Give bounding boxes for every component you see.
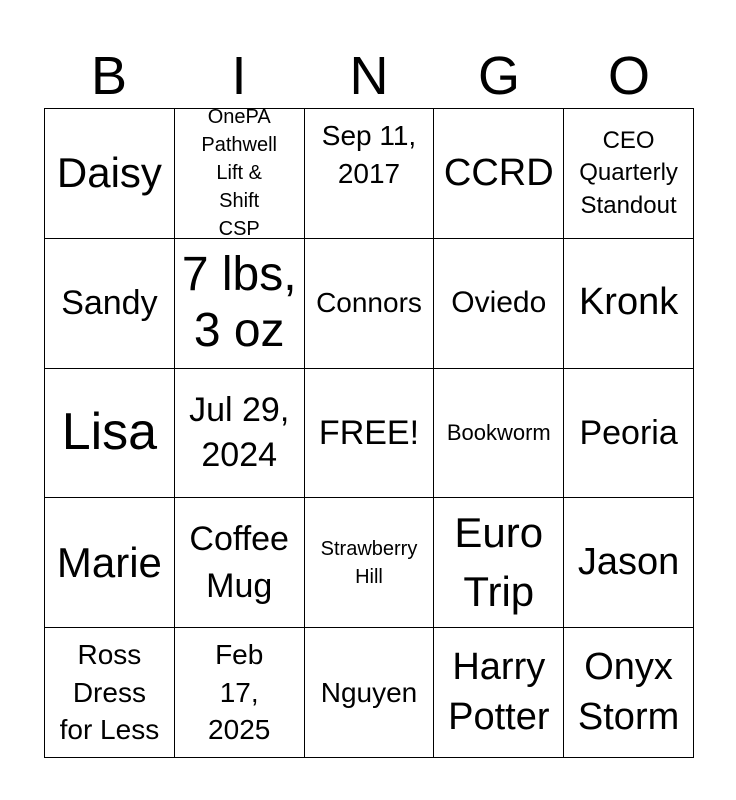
cell-text: Ross Dress for Less (59, 638, 160, 746)
bingo-cell[interactable] (175, 239, 305, 369)
cell-text: Marie (56, 538, 162, 586)
cell-text: Jul 29, 2024 (189, 391, 290, 474)
bingo-grid (44, 108, 694, 758)
cell-text: Onyx Storm (577, 646, 680, 738)
header-letter-b: B (90, 46, 128, 106)
bingo-cell[interactable] (305, 369, 435, 499)
bingo-cell[interactable] (434, 628, 564, 758)
cell-text: Nguyen (320, 676, 418, 708)
cell-text: Sep 11, 2017 (321, 120, 417, 189)
header-letter-g: G (477, 46, 520, 106)
cell-text: CEO Quarterly Standout (579, 126, 678, 219)
bingo-cell[interactable] (45, 498, 175, 628)
bingo-cell[interactable] (434, 109, 564, 239)
bingo-cell[interactable] (434, 498, 564, 628)
bingo-cell[interactable] (305, 239, 435, 369)
bingo-cell[interactable] (564, 109, 694, 239)
bingo-cell[interactable] (175, 628, 305, 758)
cell-text: Peoria (579, 413, 678, 452)
cell-text: Sandy (61, 283, 158, 322)
cell-text: Harry Potter (448, 646, 550, 738)
bingo-cell[interactable] (434, 239, 564, 369)
cell-text: Feb 17, 2025 (208, 638, 271, 746)
cell-text: Kronk (578, 281, 679, 324)
cell-text: Coffee Mug (189, 519, 289, 605)
cell-text: Connors (316, 287, 422, 319)
cell-text: Daisy (56, 149, 162, 197)
bingo-cell[interactable] (175, 498, 305, 628)
bingo-cell[interactable] (175, 109, 305, 239)
bingo-cell[interactable] (564, 628, 694, 758)
bingo-cell[interactable] (45, 239, 175, 369)
bingo-cell[interactable] (305, 109, 435, 239)
bingo-header (44, 44, 694, 108)
cell-text: Bookworm (446, 419, 551, 445)
bingo-cell[interactable] (564, 369, 694, 499)
cell-text: FREE! (318, 413, 420, 452)
cell-text: OnePA Pathwell Lift & Shift CSP (201, 109, 277, 239)
bingo-cell[interactable] (434, 369, 564, 499)
bingo-cell[interactable] (45, 369, 175, 499)
header-letter-o: O (607, 46, 650, 106)
cell-text: 7 lbs, 3 oz (181, 247, 297, 358)
header-letter-i: I (231, 46, 247, 106)
header-letter-n: N (349, 46, 389, 106)
cell-text: Jason (577, 540, 680, 583)
bingo-cell[interactable] (564, 498, 694, 628)
cell-text: CCRD (443, 151, 554, 194)
cell-text: Oviedo (451, 286, 547, 320)
bingo-cell[interactable] (305, 628, 435, 758)
cell-text: Strawberry Hill (320, 537, 418, 588)
bingo-cell[interactable] (45, 109, 175, 239)
bingo-cell[interactable] (564, 239, 694, 369)
cell-text: Euro Trip (454, 508, 544, 615)
cell-text: Lisa (61, 403, 158, 462)
bingo-cell[interactable] (45, 628, 175, 758)
bingo-cell[interactable] (175, 369, 305, 499)
bingo-cell[interactable] (305, 498, 435, 628)
